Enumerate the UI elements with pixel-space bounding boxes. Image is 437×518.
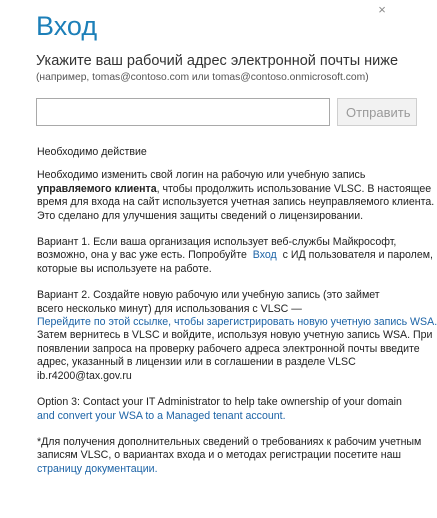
option-2	[37, 289, 437, 383]
intro-line: Необходимо изменить свой логин на рабочую или учебную запись	[37, 169, 366, 182]
send-button[interactable]: Отправить	[337, 98, 417, 126]
footer-line: записям VLSC, о вариантах входа и о методах регистрации посетите наш	[37, 449, 401, 462]
license-email: ib.r4200@tax.gov.ru	[37, 369, 132, 382]
notice-intro	[37, 169, 435, 223]
option2-line: Затем вернитесь в VLSC и войдите, используя новую учетную запись WSA. При	[37, 329, 433, 342]
intro-line: Это сделано для улучшения защиты сведений о лицензировании.	[37, 209, 364, 222]
action-required-notice	[37, 146, 437, 489]
register-wsa-link[interactable]: Перейдите по этой ссылке, чтобы зарегистрировать новую учетную запись WSA.	[37, 316, 437, 329]
close-button[interactable]	[374, 2, 390, 18]
option1-line: Вариант 1. Если ваша организация использует веб-службы Майкрософт,	[37, 236, 397, 249]
page-title: Вход	[36, 11, 98, 41]
convert-wsa-link[interactable]: and convert your WSA to a Managed tenant account.	[37, 409, 286, 422]
option-3	[37, 396, 417, 423]
option1-text: возможно, она у вас уже есть. Попробуйте	[37, 249, 247, 262]
intro-text: , чтобы продолжить использование VLSC. В настоящее	[156, 182, 432, 195]
option1-line: которые вы используете на работе.	[37, 262, 212, 275]
login-subtitle: Укажите ваш рабочий адрес электронной почты ниже	[36, 53, 399, 69]
option2-line: появлении запроса на проверку рабочего адреса электронной почты введите	[37, 342, 420, 355]
intro-line	[37, 182, 432, 196]
intro-line: время для входа на сайт используется учетная запись неуправляемого клиента.	[37, 196, 435, 209]
managed-client-emphasis: управляемого клиента	[37, 182, 157, 195]
option2-line: Вариант 2. Создайте новую рабочую или учебную запись (это займет	[37, 289, 380, 302]
email-example-hint: (например, tomas@contoso.com или tomas@contoso.onmicrosoft.com)	[36, 72, 369, 83]
notice-heading: Необходимо действие	[37, 146, 147, 158]
option1-text: с ИД пользователя и паролем,	[282, 249, 433, 262]
sign-in-link[interactable]: Вход	[252, 249, 277, 262]
option-1	[37, 236, 433, 276]
option2-line: адрес, указанный в лицензии или в соглашении в разделе VLSC	[37, 356, 356, 369]
footer-line: *Для получения дополнительных сведений о требованиях к рабочим учетным	[37, 435, 422, 448]
close-icon: ×	[378, 2, 386, 17]
email-input[interactable]	[36, 98, 330, 126]
documentation-link[interactable]: страницу документации.	[37, 462, 158, 475]
option3-line: Option 3: Contact your IT Administrator to help take ownership of your domain	[37, 396, 402, 409]
option1-line	[37, 249, 433, 262]
option2-line: всего несколько минут) для использования с VLSC —	[37, 302, 302, 315]
footer-note	[37, 435, 422, 476]
